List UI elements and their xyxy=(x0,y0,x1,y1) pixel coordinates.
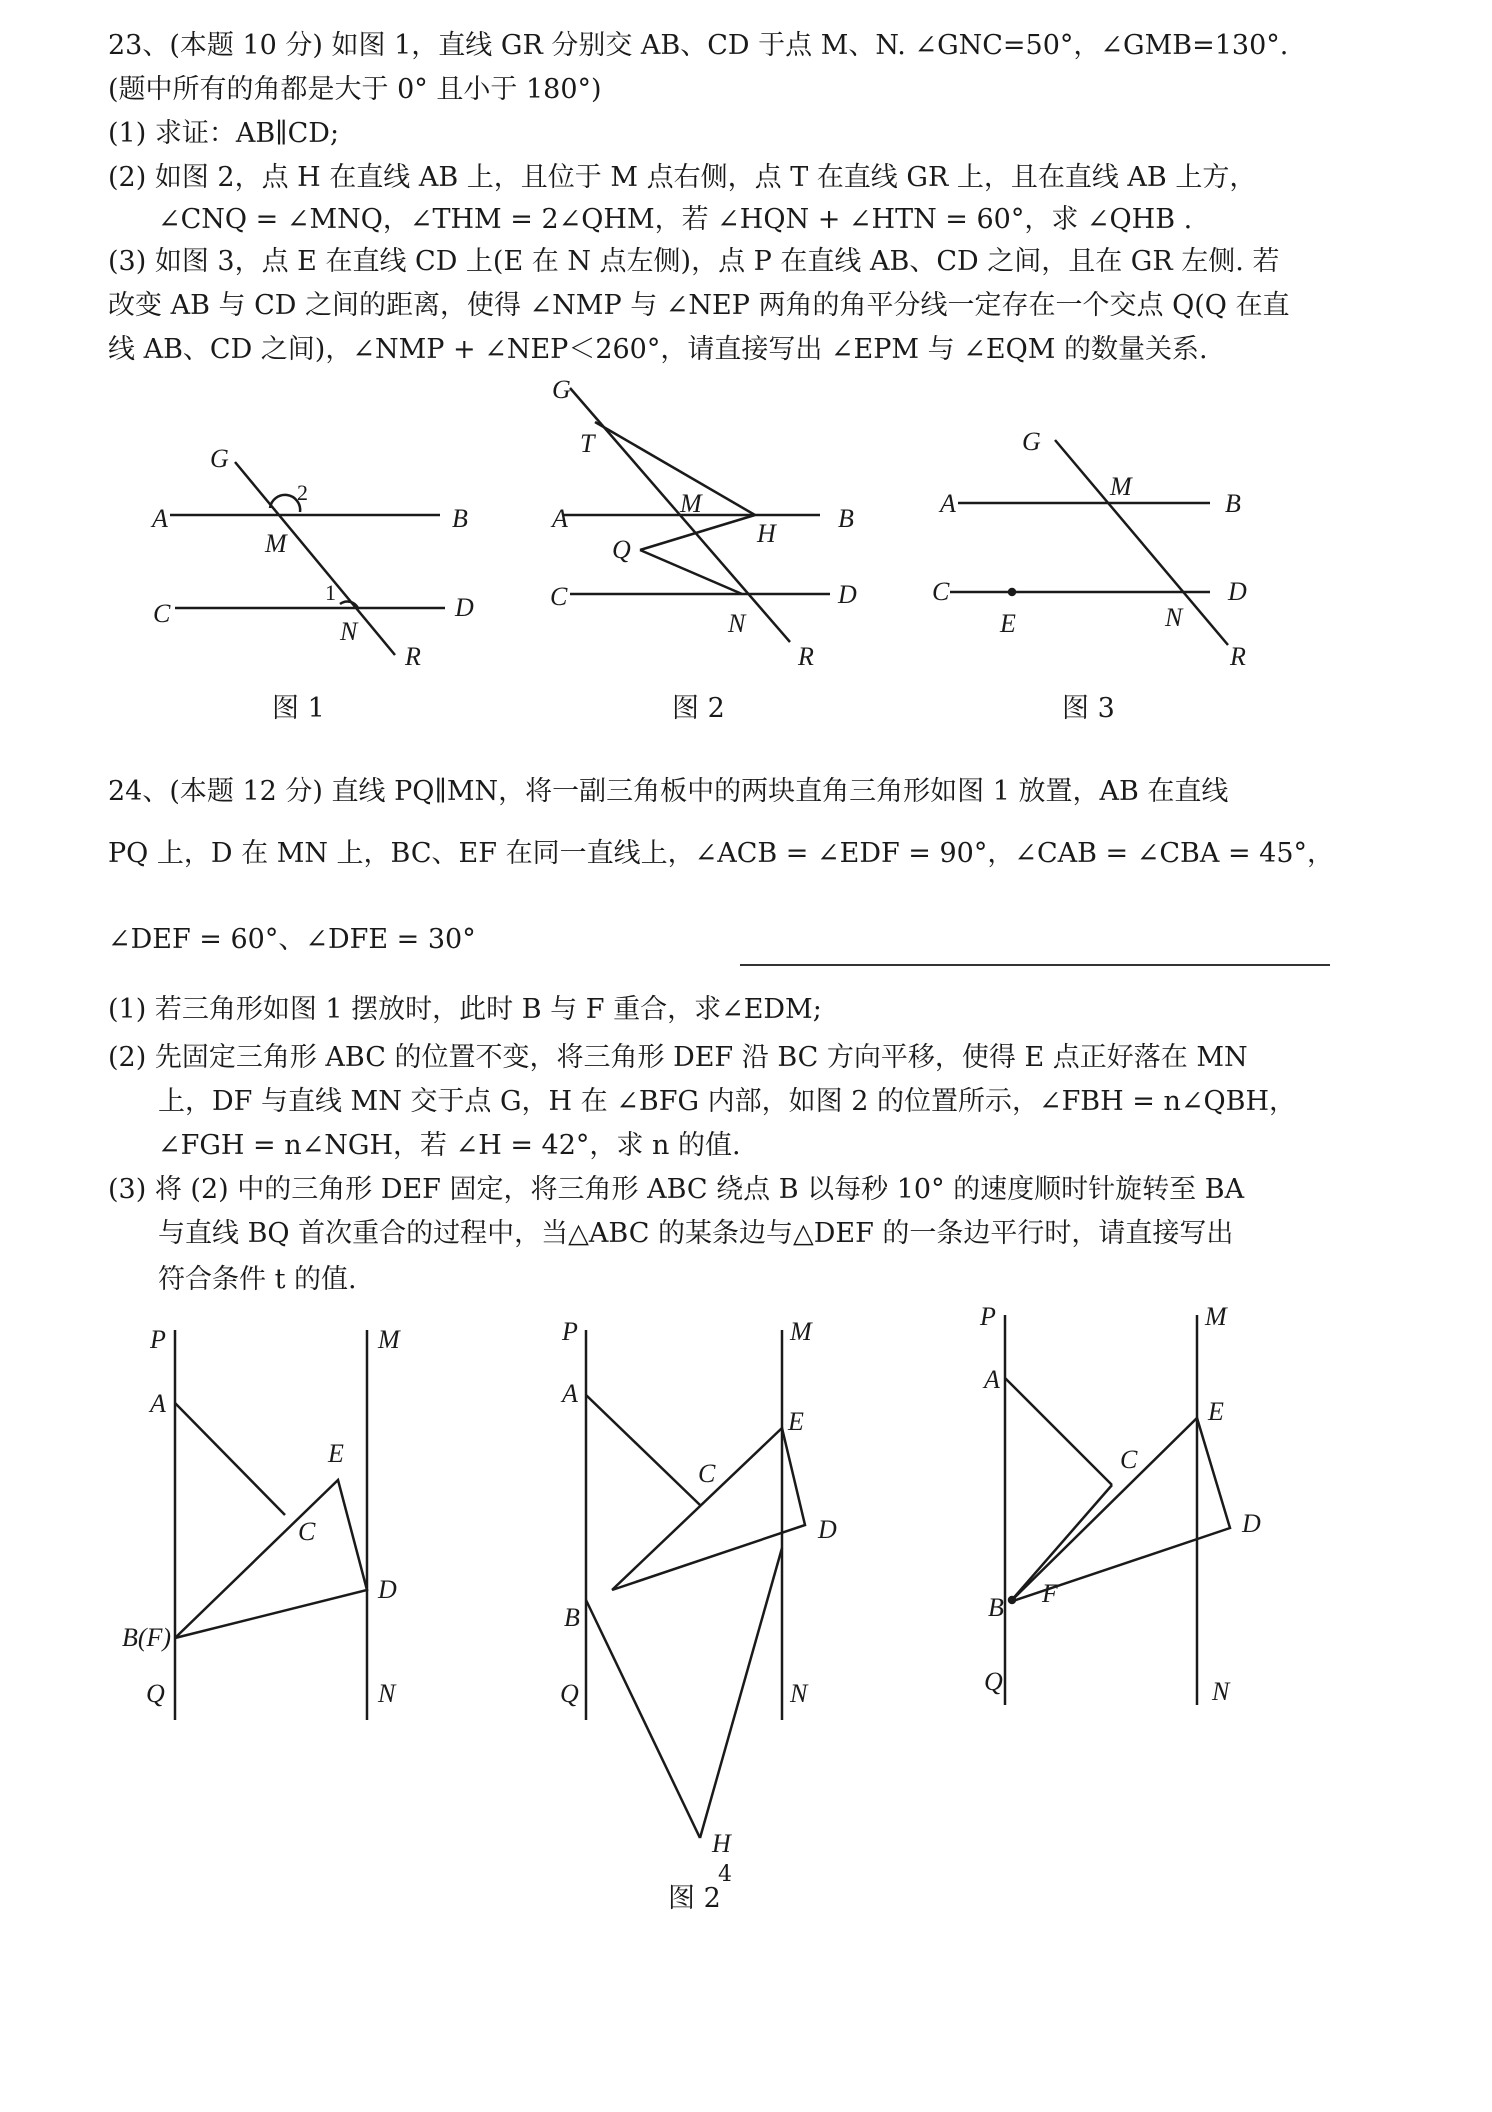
q23-line-3: (1) 求证：AB∥CD; xyxy=(108,118,340,149)
fig3-label-p: P xyxy=(980,1302,996,1331)
q24-line-1: 24、(本题 12 分) 直线 PQ∥MN，将一副三角板中的两块直角三角形如图 1 放置，AB 在直线 xyxy=(108,776,1229,807)
fig2-label-q: Q xyxy=(560,1679,579,1708)
fig3-label-r: R xyxy=(1230,642,1246,671)
fig2-label-m: M xyxy=(680,489,702,518)
q24-line-4: (1) 若三角形如图 1 摆放时，此时 B 与 F 重合，求∠EDM; xyxy=(108,994,822,1025)
fig1-label-b: B xyxy=(452,504,468,533)
q24-figure-2 xyxy=(586,1330,805,1838)
fig1-label-n: N xyxy=(378,1679,396,1708)
q24-line-8: (3) 将 (2) 中的三角形 DEF 固定，将三角形 ABC 绕点 B 以每秒 10° 的速度顺时针旋转至 BA xyxy=(108,1174,1245,1205)
fig1-label-a: A xyxy=(152,504,168,533)
point-b xyxy=(1009,1597,1015,1603)
fig3-label-q: Q xyxy=(984,1667,1003,1696)
fig2-label-a: A xyxy=(552,504,568,533)
segment-ac xyxy=(586,1395,700,1505)
fig3-label-f: F xyxy=(1042,1579,1058,1608)
fig2-label-c: C xyxy=(698,1459,716,1488)
fig2-label-t: T xyxy=(580,429,595,458)
q24-figure-1 xyxy=(175,1330,367,1720)
fig1-label-g: G xyxy=(210,444,229,473)
fig3-label-e: E xyxy=(1208,1397,1224,1426)
q24-line-5: (2) 先固定三角形 ABC 的位置不变，将三角形 DEF 沿 BC 方向平移，使得 E 点正好落在 MN xyxy=(108,1042,1248,1073)
q24-caption-2: 图 2 xyxy=(668,1883,721,1914)
fig1-label-d: D xyxy=(378,1575,397,1604)
fig2-label-g: G xyxy=(552,375,571,404)
fig2-label-b: B xyxy=(838,504,854,533)
segment-bh xyxy=(586,1600,700,1838)
fig3-label-e: E xyxy=(1000,609,1016,638)
q24-line-9: 与直线 BQ 首次重合的过程中，当△ABC 的某条边与△DEF 的一条边平行时，请直接写出 xyxy=(158,1218,1234,1249)
fig2-label-n: N xyxy=(790,1679,808,1708)
fig2-label-d: D xyxy=(838,580,857,609)
fig1-label-bf: B(F) xyxy=(122,1623,172,1652)
fig3-label-m: M xyxy=(1205,1302,1227,1331)
q24-line-10: 符合条件 t 的值. xyxy=(158,1264,357,1295)
q24-line-6: 上，DF 与直线 MN 交于点 G，H 在 ∠BFG 内部，如图 2 的位置所示，∠FBH = n∠QBH， xyxy=(158,1086,1297,1117)
fig2-label-h: H xyxy=(757,519,776,548)
fig1-label-m: M xyxy=(378,1325,400,1354)
q24-line-3: ∠DEF = 60°、∠DFE = 30° xyxy=(108,924,476,955)
fig2-label-r: R xyxy=(798,642,814,671)
q23-line-2: (题中所有的角都是大于 0° 且小于 180°) xyxy=(108,74,602,105)
segment-gh xyxy=(700,1548,782,1838)
fig3-label-a: A xyxy=(940,489,956,518)
fig1-label-c: C xyxy=(298,1517,316,1546)
fig1-label-m: M xyxy=(265,529,287,558)
fig2-label-e: E xyxy=(788,1407,804,1436)
q23-caption-2: 图 2 xyxy=(672,693,725,724)
fig3-label-c: C xyxy=(932,577,950,606)
fig1-label-r: R xyxy=(405,642,421,671)
fig2-label-q: Q xyxy=(612,535,631,564)
fig1-label-p: P xyxy=(150,1325,166,1354)
q23-line-6: (3) 如图 3，点 E 在直线 CD 上(E 在 N 点左侧)，点 P 在直线 AB、CD 之间，且在 GR 左侧. 若 xyxy=(108,246,1280,277)
fig2-label-n: N xyxy=(728,609,746,638)
fig3-label-g: G xyxy=(1022,427,1041,456)
fig3-label-c: C xyxy=(1120,1445,1138,1474)
page-number: 4 xyxy=(718,1862,732,1887)
segment-ac xyxy=(175,1403,285,1515)
q24-figure-3 xyxy=(1005,1315,1230,1705)
fig3-label-a: A xyxy=(984,1365,1000,1394)
q24-line-7: ∠FGH = n∠NGH，若 ∠H = 42°，求 n 的值. xyxy=(158,1130,741,1161)
fig2-label-b: B xyxy=(564,1603,580,1632)
fig3-label-b: B xyxy=(1225,489,1241,518)
q23-line-5: ∠CNQ = ∠MNQ，∠THM = 2∠QHM，若 ∠HQN + ∠HTN = 60°，求 ∠QHB . xyxy=(158,204,1193,235)
fig3-label-d: D xyxy=(1228,577,1247,606)
segment-ac xyxy=(1005,1378,1112,1485)
triangle-def xyxy=(175,1480,367,1638)
q23-caption-1: 图 1 xyxy=(272,693,325,724)
fig2-label-h: H xyxy=(712,1829,731,1858)
q23-line-7: 改变 AB 与 CD 之间的距离，使得 ∠NMP 与 ∠NEP 两角的角平分线一定存在一个交点 Q(Q 在直 xyxy=(108,290,1290,321)
fig2-label-p: P xyxy=(562,1317,578,1346)
q24-line-2: PQ 上，D 在 MN 上，BC、EF 在同一直线上，∠ACB = ∠EDF = 90°，∠CAB = ∠CBA = 45°， xyxy=(108,838,1335,869)
fig2-label-a: A xyxy=(562,1379,578,1408)
fig3-label-m: M xyxy=(1110,472,1132,501)
fig1-label-q: Q xyxy=(146,1679,165,1708)
fig3-label-n: N xyxy=(1165,603,1183,632)
q23-line-1: 23、(本题 10 分) 如图 1，直线 GR 分别交 AB、CD 于点 M、N. ∠GNC=50°，∠GMB=130°. xyxy=(108,30,1289,61)
fig3-label-n: N xyxy=(1212,1677,1230,1706)
q23-line-4: (2) 如图 2，点 H 在直线 AB 上，且位于 M 点右侧，点 T 在直线 GR 上，且在直线 AB 上方， xyxy=(108,162,1257,193)
q23-line-8: 线 AB、CD 之间)，∠NMP + ∠NEP＜260°，请直接写出 ∠EPM 与 ∠EQM 的数量关系. xyxy=(108,334,1208,365)
fig3-label-d: D xyxy=(1242,1509,1261,1538)
fig2-label-m: M xyxy=(790,1317,812,1346)
fig3-label-b: B xyxy=(988,1593,1004,1622)
fig1-label-c: C xyxy=(153,599,171,628)
fig2-label-d: D xyxy=(818,1515,837,1544)
fig1-label-1: 1 xyxy=(325,580,336,605)
fig1-label-e: E xyxy=(328,1439,344,1468)
fig1-label-2: 2 xyxy=(297,480,308,505)
fig2-label-c: C xyxy=(550,582,568,611)
fig1-label-n: N xyxy=(340,617,358,646)
fig1-label-a: A xyxy=(150,1389,166,1418)
q23-caption-3: 图 3 xyxy=(1062,693,1115,724)
fig1-label-d: D xyxy=(455,593,474,622)
